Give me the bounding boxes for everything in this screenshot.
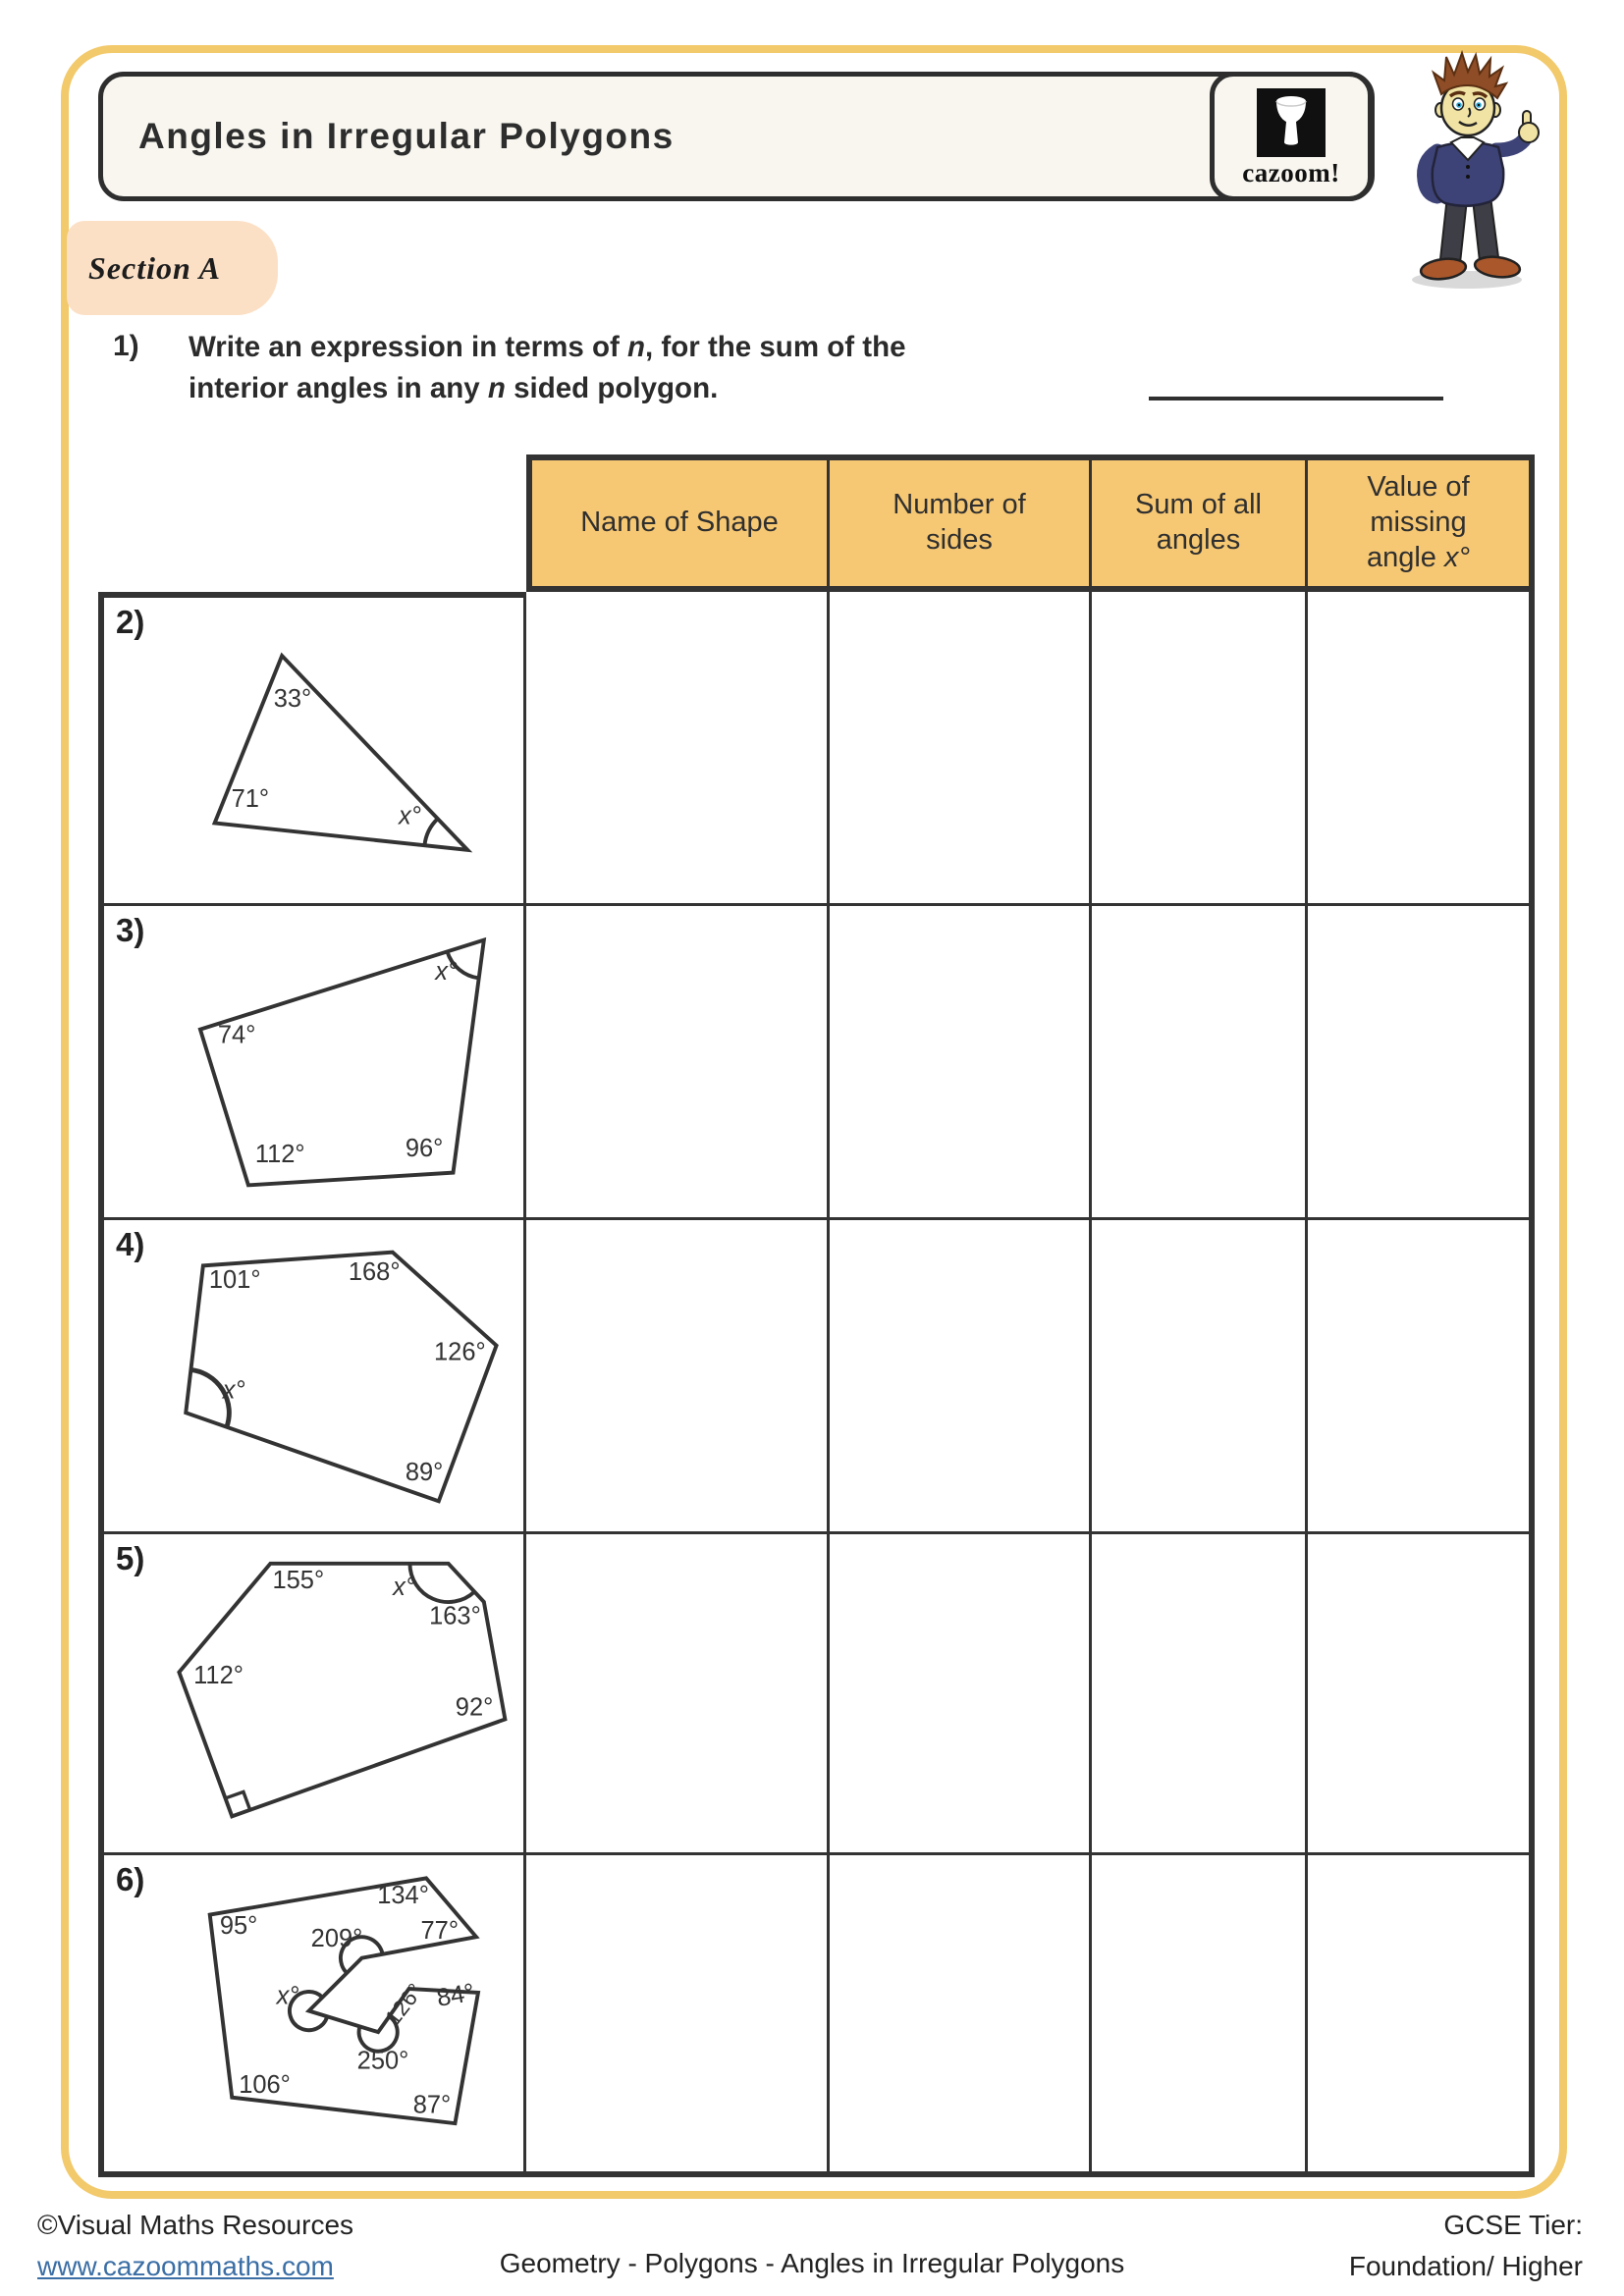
answer-cell [526, 1220, 830, 1534]
svg-text:126°: 126° [434, 1338, 486, 1366]
svg-text:33°: 33° [273, 684, 312, 713]
question-number: 2) [116, 604, 145, 640]
svg-text:x°: x° [222, 1376, 245, 1405]
answer-cell [830, 1855, 1092, 2177]
svg-text:96°: 96° [405, 1134, 444, 1162]
svg-text:209°: 209° [310, 1924, 363, 1952]
question-number: 4) [116, 1226, 145, 1262]
answer-cell [1092, 1534, 1308, 1855]
answer-cell [1308, 1855, 1535, 2177]
svg-text:87°: 87° [412, 2091, 452, 2119]
question1-line2: interior angles in any n sided polygon. [189, 371, 719, 404]
svg-text:77°: 77° [420, 1917, 460, 1946]
quadrilateral-figure [104, 906, 523, 1217]
svg-text:101°: 101° [208, 1265, 261, 1294]
shape-cell-q6 [98, 1855, 526, 2177]
question1-line1: Write an expression in terms of n, for the sum of the [189, 331, 906, 363]
triangle-figure [104, 598, 523, 903]
answer-cell [830, 1534, 1092, 1855]
answer-cell [1092, 592, 1308, 906]
question-number: 6) [116, 1861, 145, 1897]
svg-text:x°: x° [398, 802, 421, 830]
answer-cell [1308, 906, 1535, 1220]
question-number: 5) [116, 1540, 145, 1576]
column-header-sum-of-all-angles: Sum of all angles [1092, 454, 1308, 592]
answer-cell [526, 1855, 830, 2177]
section-a-label: Section A [88, 249, 221, 286]
website-link[interactable]: www.cazoommaths.com [37, 2251, 334, 2281]
svg-text:168°: 168° [348, 1258, 401, 1287]
question1-number: 1) [113, 330, 139, 362]
answer-cell [1308, 592, 1535, 906]
pentagon-figure [104, 1220, 523, 1531]
answer-cell [1092, 906, 1308, 1220]
logo-text: cazoom! [1242, 158, 1340, 187]
svg-text:112°: 112° [193, 1662, 244, 1690]
svg-text:x°: x° [393, 1574, 416, 1602]
answer-cell [830, 592, 1092, 906]
drum-icon [1257, 88, 1326, 157]
shape-cell-q3 [98, 906, 526, 1220]
answer-cell [526, 906, 830, 1220]
mascot-boy-illustration [1386, 49, 1553, 293]
svg-text:84°: 84° [434, 1978, 477, 2012]
svg-text:92°: 92° [455, 1693, 494, 1722]
column-header-name-of-shape: Name of Shape [526, 454, 830, 592]
shape-cell-q4 [98, 1220, 526, 1534]
column-header-value-of-missing-angle: Value of missing angle x° [1308, 454, 1535, 592]
title-box [98, 72, 1375, 201]
answer-cell [1092, 1220, 1308, 1534]
svg-text:134°: 134° [377, 1881, 429, 1909]
section-a-badge [67, 221, 278, 315]
answer-cell [1308, 1220, 1535, 1534]
question1-text [189, 327, 1033, 409]
tier-label: GCSE Tier: [1443, 2210, 1583, 2240]
cazoom-logo [1210, 72, 1373, 201]
answer-cell [830, 906, 1092, 1220]
svg-text:106°: 106° [239, 2070, 291, 2099]
question1-answer-line [1149, 397, 1443, 400]
footer-right [1349, 2205, 1583, 2287]
hexagon-figure [104, 1534, 523, 1852]
answer-cell [1092, 1855, 1308, 2177]
answer-cell [526, 1534, 830, 1855]
svg-text:x°: x° [276, 1982, 299, 2010]
shape-cell-q5 [98, 1534, 526, 1855]
copyright-text: ©Visual Maths Resources [37, 2210, 354, 2240]
answer-cell [1308, 1534, 1535, 1855]
answer-cell [830, 1220, 1092, 1534]
svg-text:95°: 95° [219, 1912, 258, 1941]
svg-text:163°: 163° [429, 1602, 481, 1630]
table-corner-empty [98, 454, 526, 592]
answer-cell [526, 592, 830, 906]
concave-decagon-figure [104, 1855, 523, 2171]
svg-text:155°: 155° [272, 1567, 325, 1595]
svg-text:74°: 74° [217, 1021, 256, 1049]
svg-text:112°: 112° [254, 1140, 305, 1168]
svg-text:250°: 250° [356, 2047, 409, 2075]
svg-text:126°: 126° [380, 1978, 428, 2031]
svg-text:x°: x° [435, 957, 459, 986]
angles-table [98, 454, 1535, 2177]
svg-text:71°: 71° [231, 784, 270, 813]
question-number: 3) [116, 912, 145, 948]
footer-breadcrumb: Geometry - Polygons - Angles in Irregular Polygons [499, 2248, 1125, 2278]
page-title: Angles in Irregular Polygons [138, 116, 675, 156]
tier-value: Foundation/ Higher [1348, 2251, 1583, 2281]
shape-cell-q2 [98, 592, 526, 906]
svg-text:89°: 89° [405, 1458, 444, 1486]
column-header-number-of-sides: Number of sides [830, 454, 1092, 592]
